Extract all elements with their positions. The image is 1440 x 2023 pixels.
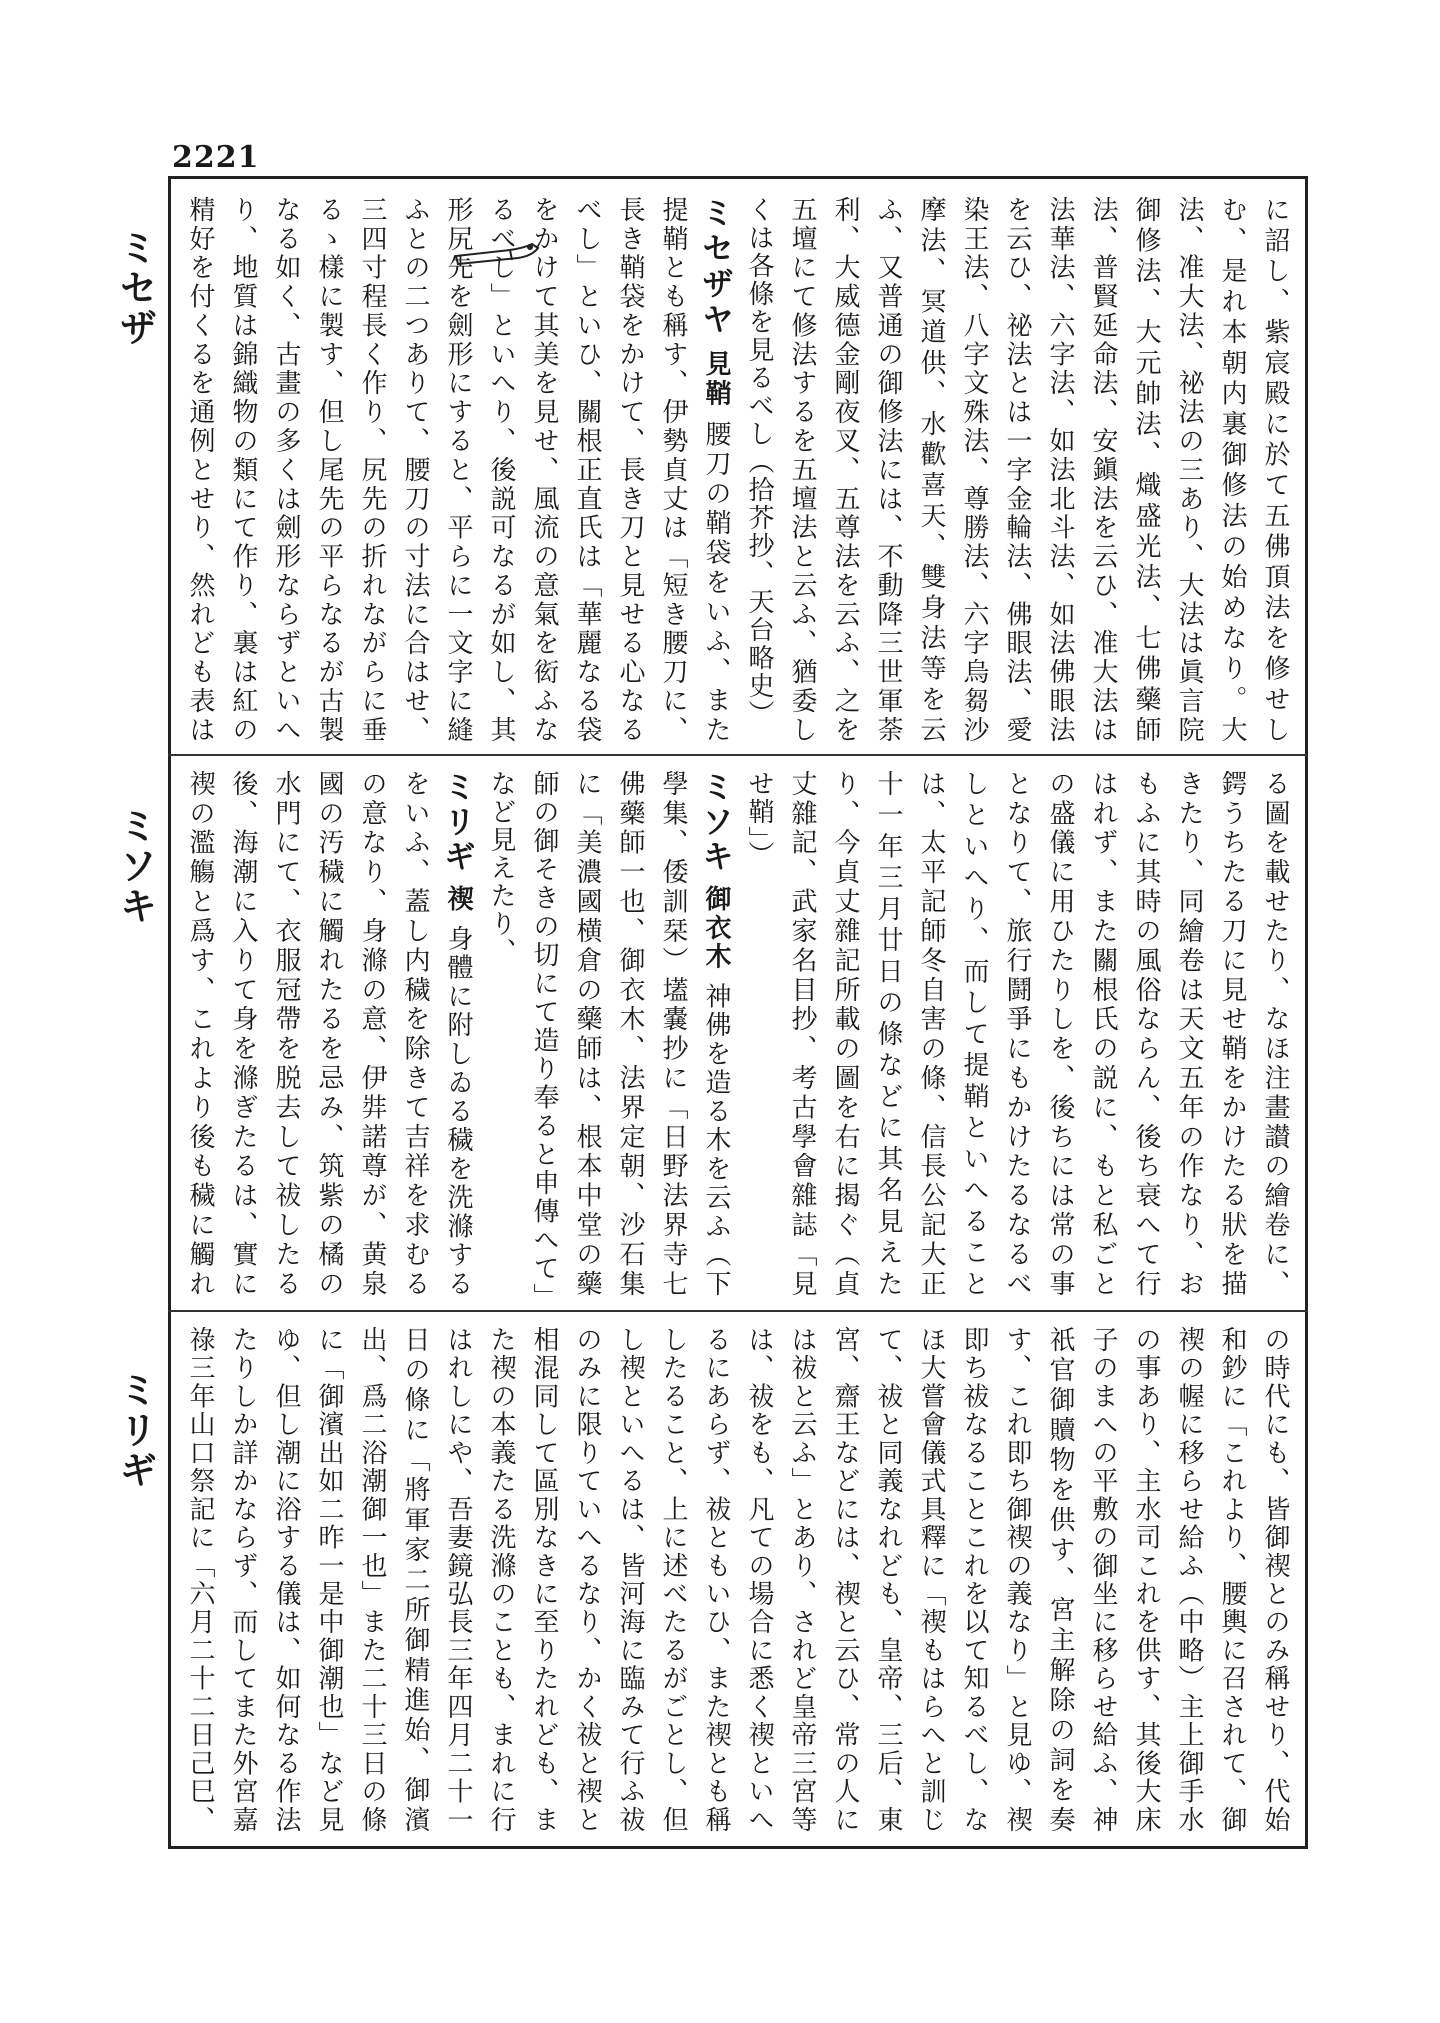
text-column-block (180, 196, 1296, 744)
margin-heading-misoki: ミソキ (113, 806, 158, 926)
body-text: 身體に附しゐる穢を洗滌するをいふ、蓋し内穢を除きて吉祥を求むるの意なり、身滌の意、伊弉諾尊が、黄泉國の汚穢に觸れたるを忌み、筑紫の橘の水門にて、衣服冠帶を脱去して祓したる後、海潮に入りて身を滌ぎたるは、實に禊の濫觴と爲す、これより後も穢に觸れ (185, 770, 473, 1298)
text-band-2 (180, 770, 1296, 1298)
text-column-block (180, 1326, 1296, 1834)
section-divider (168, 1310, 1308, 1312)
page-number: 2221 (172, 140, 260, 175)
text-column-block (180, 770, 1296, 1298)
margin-heading-misezaya: ミセザ (113, 228, 158, 348)
body-text: 腰刀の鞘袋をいふ、また提鞘とも稱す、伊勢貞丈は「短き腰刀に、長き鞘袋をかけて、長き刀と見せる心なるべし」といひ、關根正直氏は「華麗なる袋をかけて其美を見せ、風流の意氣を衒ふなるべし」といへり、後説可なるが如し、其形尻先を劍形にすると、平らに一文字に縫ふとの二つありて、腰刀の寸法に合はせ、三四寸程長く作り、尻先の折れながらに垂るゝ樣に製す、但し尾先の平らなるが古製なる如く、古畫の多くは劍形ならずといへり、地質は錦織物の類にて作り、裏は紅の精好を付くるを通例とせり、然れども表は (185, 196, 731, 744)
entry-heading-kanji: 禊 (443, 885, 473, 915)
entry-heading-reading: ミソキ (697, 770, 735, 875)
body-text: に詔し、紫宸殿に於て五佛頂法を修せしむ、是れ本朝内裏御修法の始めなり。大法、准大法、祕法の三あり、大法は眞言院御修法、大元帥法、熾盛光法、七佛藥師法、普賢延命法、安鎭法を云ひ、准大法は法華法、六字法、如法北斗法、如法佛眼法を云ひ、祕法とは一字金輪法、佛眼法、愛染王法、八字文殊法、尊勝法、六字烏芻沙摩法、冥道供、水歡喜天、雙身法等を云ふ、又普通の御修法には、不動降三世軍荼利、大威德金剛夜叉、五尊法を云ふ、之を五壇にて修法するを五壇法と云ふ、猶委しくは各條を見るべし（拾芥抄、天台略史） (744, 196, 1290, 744)
section-divider (168, 754, 1308, 756)
entry-heading-kanji: 見鞘 (701, 349, 731, 409)
entry-heading-reading: ミリギ (439, 770, 477, 875)
body-text: る圖を載せたり、なほ注畫讃の繪卷に、鍔うちたる刀に見せ鞘をかけたる狀を描きたり、同繪卷は天文五年の作なり、おもふに其時の風俗ならん、後ち衰へて行はれず、また關根氏の説に、もと私ごとの盛儀に用ひたりしを、後ちには常の事となりて、旅行鬪爭にもかけたるなるべしといへり、而して提鞘といへることは、太平記師冬自害の條、信長公記大正十一年三月廿日の條などに其名見えたり、今貞丈雜記所載の圖を右に揭ぐ（貞丈雜記、武家名目抄、考古學會雜誌「見せ鞘」） (744, 770, 1290, 1298)
text-band-1 (180, 196, 1296, 744)
margin-heading-misogi: ミリギ (113, 1370, 158, 1490)
text-band-3 (180, 1326, 1296, 1834)
entry-heading-reading: ミセザヤ (697, 196, 735, 339)
body-text: の時代にも、皆御禊とのみ稱せり、代始和鈔に「これより、腰輿に召されて、御禊の幄に移らせ給ふ（中略）主上御手水の事あり、主水司これを供す、其後大床子のまへの平敷の御坐に移らせ給ふ、神祇官御贖物を供す、宮主解除の詞を奏す、これ即ち御禊の義なり」と見ゆ、禊即ち祓なることこれを以て知るべし、なほ大嘗會儀式具釋に「禊もはらへと訓じて、祓と同義なれども、皇帝、三后、東宮、齋王などには、禊と云ひ、常の人には祓と云ふ」とあり、されど皇帝三宮等は、祓をも、凡ての場合に悉く禊といへるにあらず、祓ともいひ、また禊とも稱したること、上に述べたるがごとし、但し禊といへるは、皆河海に臨みて行ふ祓のみに限りていへるなり、かく祓と禊と相混同して區別なきに至りたれども、また禊の本義たる洗滌のことも、まれに行はれしにや、吾妻鏡弘長三年四月二十一日の條に「將軍家二所御精進始、御濱出、爲二浴潮御一也」また二十三日の條に「御濱出如二昨一是中御潮也」など見ゆ、但し潮に浴する儀は、如何なる作法たりしか詳かならず、而してまた外宮嘉祿三年山口祭記に「六月二十二日己巳、 (185, 1326, 1290, 1834)
body-text: 神佛を造る木を云ふ（下學集、倭訓栞）壒嚢抄に「日野法界寺七佛藥師一也、御衣木、法界定朝、沙石集に「美濃國横倉の藥師は、根本中堂の藥師の御そきの切にて造り奉ると申傳へて」など見えたり、 (486, 770, 731, 1298)
entry-heading-kanji: 御衣木 (701, 885, 731, 972)
